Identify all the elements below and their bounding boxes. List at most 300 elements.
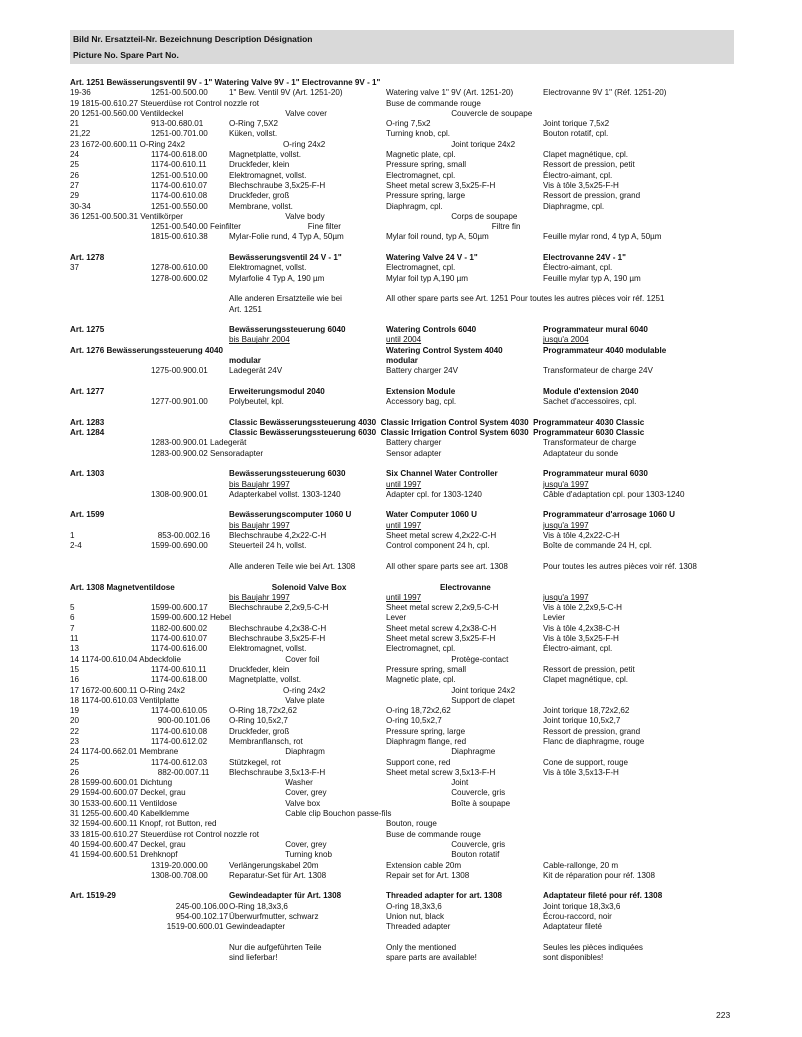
header-line-2: Picture No. Spare Part No. <box>73 50 179 60</box>
cell-c4: Mylar foil typ A,190 µm <box>386 273 469 283</box>
list-item <box>70 449 734 459</box>
list-item <box>70 315 734 325</box>
list-item <box>70 727 734 737</box>
list-item <box>70 418 734 428</box>
cell-c1: 31 1255-00.600.40 Kabelklemme <box>70 809 190 819</box>
cell-c5: Ressort de pression, grand <box>543 726 641 736</box>
cell-c4: Protège-contact <box>386 654 509 664</box>
cell-c5: Vis à tôle 3,5x25-F-H <box>543 634 619 644</box>
cell-c4: Sheet metal screw 2,2x9,5-C-H <box>386 603 499 613</box>
cell-c1: 33 1815-00.610.27 Steuerdüse rot Control nozzle rot <box>70 829 259 839</box>
cell-c3: Valve box <box>229 798 321 808</box>
page-number: 223 <box>716 1010 731 1020</box>
cell-c4: Electromagnet, cpl. <box>386 644 456 654</box>
cell-c2: 1519-00.600.01 Gewindeadapter <box>151 922 286 932</box>
list-item <box>70 583 734 593</box>
cell-c3: O-ring 24x2 <box>229 685 326 695</box>
cell-c3: Überwurfmutter, schwarz <box>229 912 319 922</box>
cell-c3: Elektromagnet, vollst. <box>229 170 307 180</box>
cell-c3: modular <box>229 356 261 366</box>
cell-c5: Feuille mylar rond, 4 typ A, 50µm <box>543 232 662 242</box>
cell-c1: 1 <box>70 531 75 541</box>
cell-c5: Flanc de diaphragme, rouge <box>543 737 645 746</box>
cell-c1: Art. 1251 Bewässerungsventil 9V - 1" Watering Valve 9V - 1" Electrovanne 9V - 1" <box>70 78 381 87</box>
cell-c2: 1599-00.600.12 Hebel <box>151 613 232 623</box>
cell-c5: Électro-aimant, cpl. <box>543 263 613 273</box>
list-item <box>70 655 734 665</box>
list-item <box>70 922 734 932</box>
cell-c4: until 1997 <box>386 479 422 489</box>
cell-c1: 20 1251-00.560.00 Ventildeckel <box>70 108 184 118</box>
cell-c4: O-ring 10,5x2,7 <box>386 716 442 726</box>
cell-c2: 1278-00.610.00 <box>151 263 208 273</box>
cell-c4: Extension Module <box>386 386 456 396</box>
cell-c1: Art. 1599 <box>70 510 105 520</box>
cell-c1: 25 <box>70 757 80 767</box>
cell-c3: Mylar-Folie rund, 4 Typ A, 50µm <box>229 232 344 242</box>
cell-c1: Art. 1277 <box>70 386 105 396</box>
cell-c5: Adaptateur fileté <box>543 922 602 932</box>
cell-c2: 1174-00.610.08 <box>151 726 208 736</box>
list-item <box>70 346 734 356</box>
cell-c5: Adaptateur du sonde <box>543 448 619 458</box>
cell-c1: 7 <box>70 623 75 633</box>
cell-c1: 23 <box>70 737 80 746</box>
cell-c1: 24 <box>70 150 80 160</box>
cell-c2: 245-00.106.00 <box>151 901 228 911</box>
cell-c3: Valve plate <box>229 695 325 705</box>
cell-c2: 1174-00.610.08 <box>151 191 208 201</box>
cell-c3: Diaphragm <box>229 747 325 757</box>
cell-c2: 1251-00.500.00 <box>151 88 208 98</box>
cell-c4: Magnetic plate, cpl. <box>386 675 456 685</box>
cell-c5: Transformateur de charge <box>543 438 637 448</box>
list-item <box>70 109 734 119</box>
cell-c5: Ressort de pression, petit <box>543 664 635 674</box>
cell-c5: Boîte de commande 24 H, cpl. <box>543 541 652 551</box>
cell-c2: 1599-00.690.00 <box>151 541 208 551</box>
list-item <box>70 593 734 603</box>
cell-c3: 1" Bew. Ventil 9V (Art. 1251-20) <box>229 88 343 98</box>
cell-c5: Clapet magnétique, cpl. <box>543 675 629 685</box>
list-item <box>70 459 734 469</box>
cell-c5: Pour toutes les autres pièces voir réf. 1308 <box>543 561 697 571</box>
header-line-1: Bild Nr. Ersatzteil-Nr. Bezeichnung Description Désignation <box>73 34 313 44</box>
cell-c5: Bouton rotatif, cpl. <box>543 129 609 139</box>
cell-c1: 16 <box>70 675 80 685</box>
cell-c1: 19-36 <box>70 88 91 98</box>
cell-c3: Alle anderen Teile wie bei Art. 1308 <box>229 561 356 571</box>
cell-c5: Joint torique 18,3x3,6 <box>543 901 621 911</box>
list-item <box>70 222 734 232</box>
cell-c2: 1275-00.900.01 <box>151 366 208 376</box>
cell-c3: Valve body <box>229 211 325 221</box>
cell-c4: Pressure spring, small <box>386 664 467 674</box>
cell-c4: Electromagnet, cpl. <box>386 263 456 273</box>
cell-c5: sont disponibles! <box>543 953 604 963</box>
cell-c4: Accessory bag, cpl. <box>386 397 457 407</box>
cell-c4: Joint <box>386 778 469 788</box>
cell-c4: Diaphragm, cpl. <box>386 201 443 211</box>
cell-c2: 1815-00.610.38 <box>151 232 208 242</box>
cell-c3: O-Ring 18,3x3,6 <box>229 901 288 911</box>
cell-c4: Support de clapet <box>386 695 515 705</box>
list-item <box>70 881 734 891</box>
cell-c5: Sachet d'accessoires, cpl. <box>543 397 637 407</box>
cell-c4: Bouton, rouge <box>386 819 437 829</box>
cell-c1: 15 <box>70 664 80 674</box>
cell-c4: Sheet metal screw 4,2x22-C-H <box>386 531 497 541</box>
cell-c3: Polybeutel, kpl. <box>229 397 284 407</box>
cell-c1: 5 <box>70 603 75 613</box>
cell-c1: 14 1174-00.610.04 Abdeckfolie <box>70 654 182 664</box>
list-item <box>70 428 734 438</box>
cell-c2: 1174-00.612.02 <box>151 737 208 746</box>
list-item <box>70 387 734 397</box>
list-item <box>70 500 734 510</box>
list-item <box>70 788 734 798</box>
cell-c2: 1182-00.600.02 <box>151 623 208 633</box>
list-item <box>70 850 734 860</box>
cell-c3: Cover, grey <box>229 839 327 849</box>
cell-c5: Ressort de pression, grand <box>543 191 641 201</box>
cell-c5: Vis à tôle 4,2x22-C-H <box>543 531 620 541</box>
cell-c3: Bewässerungsventil 24 V - 1" <box>229 253 342 263</box>
cell-c1: 41 1594-00.600.51 Drehknopf <box>70 850 178 860</box>
cell-c3: O-Ring 18,72x2,62 <box>229 706 297 716</box>
cell-c3: Blechschraube 4,2x38-C-H <box>229 623 327 633</box>
cell-c3: bis Baujahr 1997 <box>229 592 290 602</box>
list-item <box>70 377 734 387</box>
cell-c4: Pressure spring, small <box>386 160 467 170</box>
list-item <box>70 644 734 654</box>
cell-c4: Electromagnet, cpl. <box>386 170 456 180</box>
cell-c1: 26 <box>70 170 80 180</box>
list-item <box>70 696 734 706</box>
list-item <box>70 933 734 943</box>
list-item <box>70 603 734 613</box>
list-item <box>70 274 734 284</box>
cell-c4: Battery charger <box>386 438 442 448</box>
cell-c5: Ressort de pression, petit <box>543 160 635 170</box>
cell-c5: Électro-aimant, cpl. <box>543 170 613 180</box>
cell-c3: Druckfeder, groß <box>229 726 290 736</box>
cell-c3: Elektromagnet, vollst. <box>229 644 307 654</box>
cell-c4: Sheet metal screw 3,5x25-F-H <box>386 634 496 644</box>
list-item <box>70 521 734 531</box>
list-item <box>70 335 734 345</box>
cell-c2: 1174-00.616.00 <box>151 644 208 654</box>
cell-c5: Programmateur d'arrosage 1060 U <box>543 510 675 520</box>
cell-c1: 20 <box>70 716 80 726</box>
cell-c1: Art. 1278 <box>70 253 105 263</box>
cell-c1: 26 <box>70 767 80 777</box>
cell-c3: Blechschraube 3,5x25-F-H <box>229 180 326 190</box>
cell-c4: Filtre fin <box>386 222 521 232</box>
list-item <box>70 912 734 922</box>
cell-c4: Electrovanne <box>386 582 491 592</box>
cell-c3: Reparatur-Set für Art. 1308 <box>229 870 327 880</box>
list-item <box>70 871 734 881</box>
cell-c3: Cable clip Bouchon passe-fils <box>229 809 392 819</box>
cell-c2: 1251-00.510.00 <box>151 170 208 180</box>
cell-c5: Cone de support, rouge <box>543 757 629 767</box>
cell-c4: Water Computer 1060 U <box>386 510 478 520</box>
cell-c4: until 2004 <box>386 335 422 345</box>
cell-c3: bis Baujahr 1997 <box>229 479 290 489</box>
list-item <box>70 531 734 541</box>
cell-c3: Adapterkabel vollst. 1303-1240 <box>229 489 341 499</box>
cell-c5: Programmateur mural 6040 <box>543 325 648 335</box>
cell-c1: 29 1594-00.600.07 Deckel, grau <box>70 788 186 798</box>
cell-c3: Blechschraube 3,5x13-F-H <box>229 767 326 777</box>
list-item <box>70 408 734 418</box>
list-item <box>70 624 734 634</box>
cell-c5: Joint torique 10,5x2,7 <box>543 716 621 726</box>
cell-c3: Valve cover <box>229 108 327 118</box>
list-item <box>70 840 734 850</box>
cell-c4: Sheet metal screw 3,5x25-F-H <box>386 180 496 190</box>
list-item <box>70 613 734 623</box>
cell-c3: sind lieferbar! <box>229 953 278 963</box>
cell-c2: 1251-00.550.00 <box>151 201 208 211</box>
cell-c3: Mylarfolie 4 Typ A, 190 µm <box>229 273 325 283</box>
list-item <box>70 191 734 201</box>
list-item <box>70 88 734 98</box>
cell-c2: 882-00.007.11 <box>151 767 210 777</box>
list-item <box>70 541 734 551</box>
cell-c3: Küken, vollst. <box>229 129 278 139</box>
list-item <box>70 284 734 294</box>
list-item <box>70 799 734 809</box>
cell-c5: Electrovanne 9V 1" (Réf. 1251-20) <box>543 88 667 98</box>
cell-c1: Art. 1283 <box>70 417 105 427</box>
cell-c4: Diaphragm flange, red <box>386 737 467 746</box>
list-item <box>70 943 734 953</box>
cell-c3: Ladegerät 24V <box>229 366 283 376</box>
list-item <box>70 305 734 315</box>
list-item <box>70 572 734 582</box>
cell-c3: Membranflansch, rot <box>229 737 303 746</box>
cell-c4: Only the mentioned <box>386 942 457 952</box>
list-item <box>70 634 734 644</box>
cell-c5: Kit de réparation pour réf. 1308 <box>543 870 656 880</box>
cell-c3: Nur die aufgeführten Teile <box>229 942 322 952</box>
cell-c2: 1174-00.610.07 <box>151 180 208 190</box>
cell-c3: Classic Bewässerungssteuerung 6030 Classic Irrigation Control System 6030 Programmateur 6030 Classic <box>229 428 645 438</box>
cell-c5: Câble d'adaptation cpl. pour 1303-1240 <box>543 489 685 499</box>
cell-c3: Blechschraube 2,2x9,5-C-H <box>229 603 329 613</box>
cell-c4: Watering Controls 6040 <box>386 325 477 335</box>
list-item <box>70 129 734 139</box>
cell-c2: 1277-00.901.00 <box>151 397 208 407</box>
cell-c2: 853-00.002.16 <box>151 531 210 541</box>
list-item <box>70 891 734 901</box>
cell-c3: Art. 1251 <box>229 304 262 314</box>
cell-c3: Elektromagnet, vollst. <box>229 263 307 273</box>
cell-c5: Joint torique 7,5x2 <box>543 119 610 129</box>
list-item <box>70 665 734 675</box>
cell-c4: modular <box>386 356 418 366</box>
cell-c4: Sheet metal screw 3,5x13-F-H <box>386 767 496 777</box>
cell-c3: Membrane, vollst. <box>229 201 293 211</box>
list-item <box>70 181 734 191</box>
cell-c2: 1278-00.600.02 <box>151 273 208 283</box>
cell-c3: bis Baujahr 2004 <box>229 335 290 345</box>
cell-c4: Lever <box>386 613 407 623</box>
cell-c3: Erweiterungsmodul 2040 <box>229 386 325 396</box>
cell-c3: Alle anderen Ersatzteile wie bei <box>229 294 342 304</box>
list-item <box>70 809 734 819</box>
cell-c4: All other spare parts see Art. 1251 Pour toutes les autres pièces voir réf. 1251 <box>386 294 665 304</box>
cell-c4: Couvercle de soupape <box>386 108 533 118</box>
cell-c5: Module d'extension 2040 <box>543 386 639 396</box>
cell-c1: 32 1594-00.600.11 Knopf, rot Button, red <box>70 819 217 829</box>
cell-c1: 28 1599-00.600.01 Dichtung <box>70 778 173 788</box>
list-item <box>70 232 734 242</box>
list-item <box>70 140 734 150</box>
cell-c1: 36 1251-00.500.31 Ventilkörper <box>70 211 183 221</box>
cell-c4: Diaphragme <box>386 747 496 757</box>
list-item <box>70 737 734 747</box>
cell-c2: 1308-00.900.01 <box>151 489 208 499</box>
cell-c1: Art. 1519-29 <box>70 891 116 901</box>
cell-c4: Buse de commande rouge <box>386 98 481 108</box>
cell-c3: Blechschraube 4,2x22-C-H <box>229 531 327 541</box>
list-item <box>70 263 734 273</box>
cell-c4: Sensor adapter <box>386 448 442 458</box>
cell-c1: 40 1594-00.600.47 Deckel, grau <box>70 839 186 849</box>
cell-c1: 23 1672-00.600.11 O-Ring 24x2 <box>70 139 186 149</box>
list-item <box>70 150 734 160</box>
cell-c2: 1174-00.618.00 <box>151 675 208 685</box>
list-item <box>70 758 734 768</box>
cell-c4: O-ring 7,5x2 <box>386 119 431 129</box>
cell-c1: 25 <box>70 160 80 170</box>
cell-c3: Verlängerungskabel 20m <box>229 860 319 870</box>
cell-c3: O-Ring 7,5X2 <box>229 119 279 129</box>
list-item <box>70 480 734 490</box>
list-item <box>70 830 734 840</box>
list-item <box>70 861 734 871</box>
cell-c4: Repair set for Art. 1308 <box>386 870 470 880</box>
cell-c5: jusqu'a 1997 <box>543 520 589 530</box>
cell-c3: Druckfeder, klein <box>229 160 290 170</box>
cell-c4: Adapter cpl. for 1303-1240 <box>386 489 482 499</box>
cell-c1: Art. 1276 Bewässerungssteuerung 4040 <box>70 345 223 355</box>
cell-c1: 21 <box>70 119 80 129</box>
cell-c3: Fine filter <box>229 222 341 232</box>
cell-c5: Levier <box>543 613 566 623</box>
cell-c2: 913-00.680.01 <box>151 119 204 129</box>
list-item <box>70 325 734 335</box>
cell-c4: Magnetic plate, cpl. <box>386 150 456 160</box>
cell-c5: jusqu'a 1997 <box>543 592 589 602</box>
cell-c4: until 1997 <box>386 520 422 530</box>
cell-c2: 1174-00.610.11 <box>151 664 207 674</box>
list-item <box>70 778 734 788</box>
list-item <box>70 953 734 963</box>
cell-c4: Couvercle, gris <box>386 788 506 798</box>
cell-c2: 1599-00.600.17 <box>151 603 208 613</box>
cell-c2: 1174-00.610.05 <box>151 706 208 716</box>
list-item <box>70 202 734 212</box>
cell-c5: Adaptateur fileté pour réf. 1308 <box>543 891 663 901</box>
cell-c2: 1174-00.612.03 <box>151 757 208 767</box>
parts-list <box>70 78 734 964</box>
cell-c4: Extension cable 20m <box>386 860 462 870</box>
cell-c2: 1251-00.701.00 <box>151 129 208 139</box>
list-item <box>70 706 734 716</box>
cell-c4: Battery charger 24V <box>386 366 458 376</box>
cell-c1: 24 1174-00.662.01 Membrane <box>70 747 179 757</box>
cell-c5: jusqu'a 1997 <box>543 479 589 489</box>
cell-c3: Solenoid Valve Box <box>229 582 347 592</box>
cell-c4: Boîte à soupape <box>386 798 511 808</box>
cell-c3: Magnetplatte, vollst. <box>229 675 301 685</box>
cell-c3: O-Ring 10,5x2,7 <box>229 716 288 726</box>
cell-c5: Vis à tôle 2,2x9,5-C-H <box>543 603 623 613</box>
cell-c1: 19 <box>70 706 80 716</box>
cell-c3: Steuerteil 24 h, vollst. <box>229 541 307 551</box>
cell-c5: Electrovanne 24V - 1" <box>543 253 627 263</box>
list-item <box>70 160 734 170</box>
cell-c4: Support cone, red <box>386 757 451 767</box>
cell-c3: Bewässerungssteuerung 6040 <box>229 325 346 335</box>
cell-c1: 37 <box>70 263 80 273</box>
cell-c1: 18 1174-00.610.03 Ventilplatte <box>70 695 180 705</box>
cell-c4: Joint torique 24x2 <box>386 139 516 149</box>
cell-c4: Sheet metal screw 4,2x38-C-H <box>386 623 497 633</box>
list-item <box>70 294 734 304</box>
cell-c5: Clapet magnétique, cpl. <box>543 150 629 160</box>
cell-c4: All other spare parts see art. 1308 <box>386 561 508 571</box>
cell-c3: Bewässerungssteuerung 6030 <box>229 469 346 479</box>
cell-c2: 1174-00.610.07 <box>151 634 208 644</box>
list-item <box>70 552 734 562</box>
cell-c4: Control component 24 h, cpl. <box>386 541 490 551</box>
cell-c3: O-ring 24x2 <box>229 139 326 149</box>
list-item <box>70 212 734 222</box>
cell-c1: 2-4 <box>70 541 82 551</box>
cell-c4: Six Channel Water Controller <box>386 469 498 479</box>
cell-c4: Watering valve 1" 9V (Art. 1251-20) <box>386 88 514 98</box>
list-item <box>70 356 734 366</box>
cell-c3: Stützkegel, rot <box>229 757 281 767</box>
table-header <box>70 30 734 64</box>
cell-c5: Joint torique 18,72x2,62 <box>543 706 630 716</box>
list-item <box>70 902 734 912</box>
cell-c5: Écrou-raccord, noir <box>543 912 612 922</box>
cell-c5: Transformateur de charge 24V <box>543 366 653 376</box>
cell-c3: Classic Bewässerungssteuerung 4030 Classic Irrigation Control System 4030 Programmateur 4030 Classic <box>229 417 645 427</box>
list-item <box>70 768 734 778</box>
cell-c1: 22 <box>70 726 80 736</box>
cell-c5: Vis à tôle 3,5x13-F-H <box>543 767 619 777</box>
cell-c1: 11 <box>70 634 79 644</box>
cell-c4: Joint torique 24x2 <box>386 685 516 695</box>
cell-c3: Washer <box>229 778 313 788</box>
cell-c4: Watering Valve 24 V - 1" <box>386 253 478 263</box>
cell-c4: Pressure spring, large <box>386 191 466 201</box>
cell-c5: jusqu'a 2004 <box>543 335 589 345</box>
cell-c4: Watering Control System 4040 <box>386 345 503 355</box>
cell-c4: Union nut, black <box>386 912 445 922</box>
cell-c4: O-ring 18,72x2,62 <box>386 706 451 716</box>
cell-c1: Art. 1275 <box>70 325 105 335</box>
cell-c3: Turning knob <box>229 850 333 860</box>
cell-c1: 17 1672-00.600.11 O-Ring 24x2 <box>70 685 186 695</box>
